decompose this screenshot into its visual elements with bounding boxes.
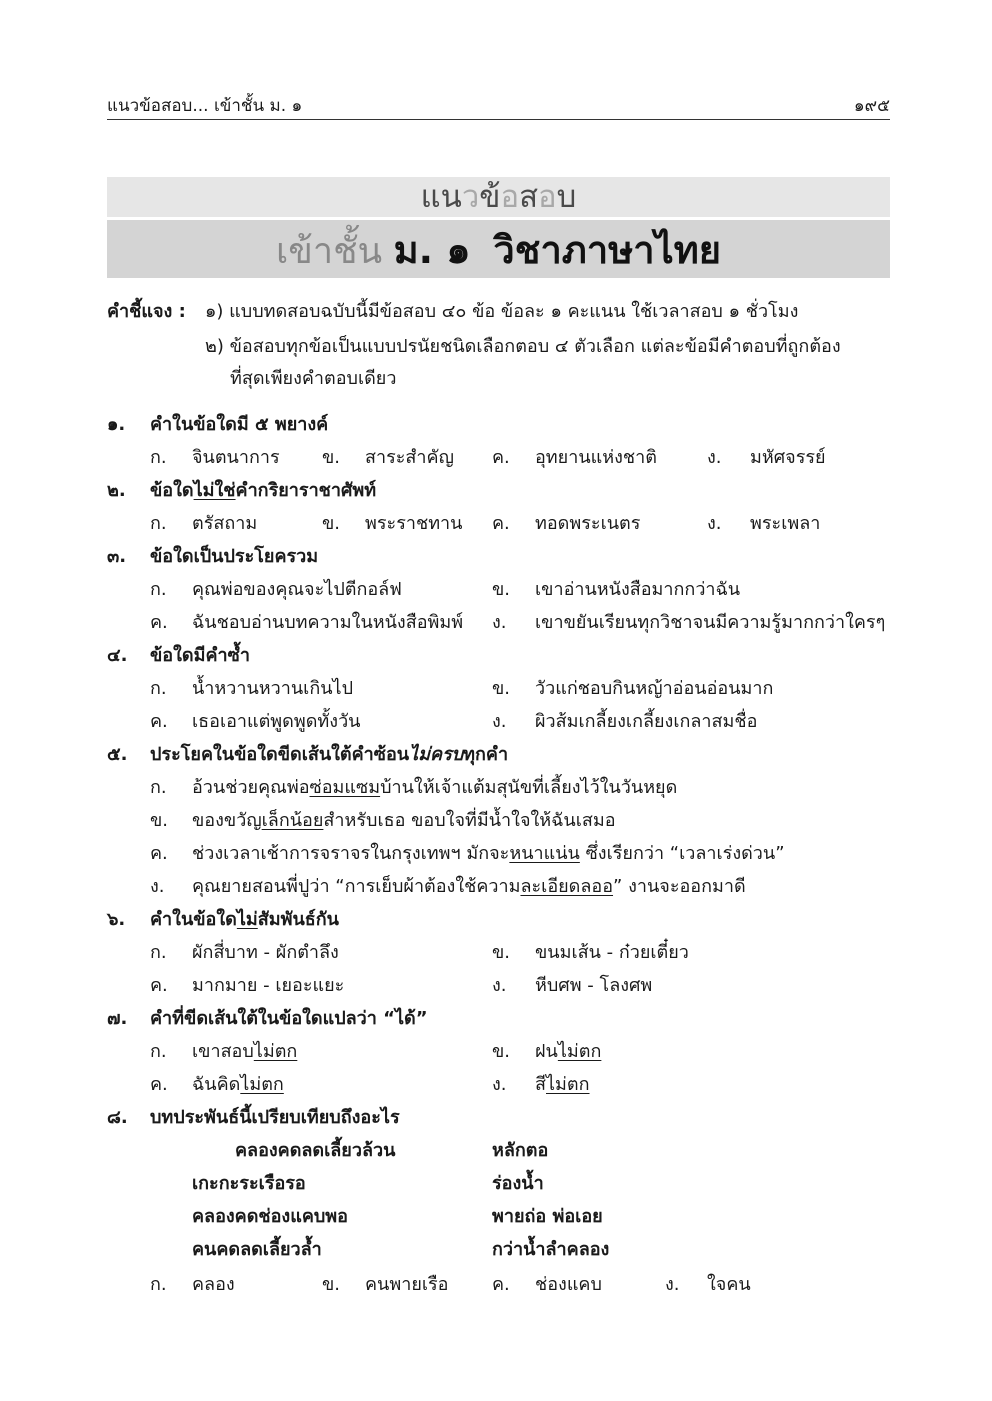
choice-text: คลอง <box>192 1274 235 1295</box>
choice-text: คุณพ่อของคุณจะไปตีกอล์ฟ <box>192 579 402 600</box>
choice-label: ก. <box>150 1274 167 1295</box>
page-number: ๑๙๕ <box>853 96 890 116</box>
question-text: บทประพันธ์นี้เปรียบเทียบถึงอะไร <box>150 1107 400 1128</box>
choice-label: ง. <box>150 876 165 897</box>
choice-label: ค. <box>150 975 168 996</box>
choice-label: ข. <box>492 1041 511 1062</box>
choice-text: ช่องแคบ <box>535 1274 602 1295</box>
choice-text: ผิวส้มเกลี้ยงเกลี้ยงเกลาสมชื่อ <box>535 711 758 732</box>
choice-label: ข. <box>322 513 341 534</box>
choice-label: ง. <box>665 1274 680 1295</box>
header-rule <box>107 119 890 120</box>
question-number: ๔. <box>107 645 128 666</box>
choice-text: ช่วงเวลาเช้าการจราจรในกรุงเทพฯ มักจะหนาแน่น ซึ่งเรียกว่า “เวลาเร่งด่วน” <box>192 843 785 864</box>
question-number: ๕. <box>107 744 128 765</box>
choice-text: ทอดพระเนตร <box>535 513 641 534</box>
running-header: แนวข้อสอบ... เข้าชั้น ม. ๑ <box>107 96 303 116</box>
banner-title-line2: เข้าชั้น ม. ๑ วิชาภาษาไทย <box>275 228 722 272</box>
choice-label: ง. <box>492 1074 507 1095</box>
choice-text: ฝนไม่ตก <box>535 1041 602 1062</box>
choice-text: ฉันชอบอ่านบทความในหนังสือพิมพ์ <box>192 612 464 633</box>
choice-text: เธอเอาแต่พูดพูดทั้งวัน <box>192 711 361 732</box>
choice-label: ง. <box>707 447 722 468</box>
choice-label: ข. <box>492 579 511 600</box>
poem-line: ร่องน้ำ <box>492 1173 544 1194</box>
choice-label: ง. <box>492 711 507 732</box>
choice-text: ขนมเส้น - ก๋วยเตี๋ยว <box>535 942 689 963</box>
poem-line: กว่าน้ำลำคลอง <box>492 1239 610 1260</box>
choice-label: ก. <box>150 777 167 798</box>
poem-line: เกะกะระเรือรอ <box>192 1173 306 1194</box>
choice-label: ค. <box>150 711 168 732</box>
choice-text: น้ำหวานหวานเกินไป <box>192 678 354 699</box>
choice-label: ค. <box>492 447 510 468</box>
choice-label: ก. <box>150 579 167 600</box>
choice-text: ตรัสถาม <box>192 513 258 534</box>
question-text: คำที่ขีดเส้นใต้ในข้อใดแปลว่า “ได้” <box>150 1008 428 1029</box>
instruction-2: ๒) ข้อสอบทุกข้อเป็นแบบปรนัยชนิดเลือกตอบ ๔ ตัวเลือก แต่ละข้อมีคำตอบที่ถูกต้อง <box>205 336 841 357</box>
choice-text: มหัศจรรย์ <box>750 447 826 468</box>
choice-label: ก. <box>150 678 167 699</box>
choice-text: มากมาย - เยอะแยะ <box>192 975 345 996</box>
choice-label: ค. <box>150 1074 168 1095</box>
choice-label: ง. <box>492 612 507 633</box>
question-number: ๒. <box>107 480 126 501</box>
choice-label: ง. <box>707 513 722 534</box>
instruction-2-cont: ที่สุดเพียงคำตอบเดียว <box>230 368 397 389</box>
choice-label: ง. <box>492 975 507 996</box>
choice-text: ใจคน <box>707 1274 751 1295</box>
question-number: ๓. <box>107 546 127 567</box>
choice-label: ข. <box>322 1274 341 1295</box>
choice-label: ค. <box>492 513 510 534</box>
poem-line: คนคดลดเลี้ยวล้ำ <box>192 1239 322 1260</box>
choice-text: วัวแก่ชอบกินหญ้าอ่อนอ่อนมาก <box>535 678 774 699</box>
choice-text: หีบศพ - โลงศพ <box>535 975 653 996</box>
choice-text: พระเพลา <box>750 513 821 534</box>
choice-label: ค. <box>492 1274 510 1295</box>
choice-label: ค. <box>150 612 168 633</box>
question-number: ๘. <box>107 1107 128 1128</box>
choice-text: คุณยายสอนพี่ปูว่า “การเย็บผ้าต้องใช้ความละเอียดลออ” งานจะออกมาดี <box>192 876 746 897</box>
question-text: ข้อใดเป็นประโยครวม <box>150 546 319 567</box>
instruction-1: ๑) แบบทดสอบฉบับนี้มีข้อสอบ ๔๐ ข้อ ข้อละ ๑ คะแนน ใช้เวลาสอบ ๑ ชั่วโมง <box>205 301 799 322</box>
choice-label: ข. <box>492 942 511 963</box>
poem-line: คลองคดช่องแคบพอ <box>192 1206 348 1227</box>
question-number: ๖. <box>107 909 126 930</box>
choice-label: ก. <box>150 447 167 468</box>
choice-label: ข. <box>150 810 169 831</box>
choice-text: สีไม่ตก <box>535 1074 590 1095</box>
choice-text: จินตนาการ <box>192 447 280 468</box>
poem-line: หลักตอ <box>492 1140 549 1161</box>
choice-label: ก. <box>150 1041 167 1062</box>
question-text: ข้อใดมีคำซ้ำ <box>150 645 250 666</box>
choice-label: ข. <box>492 678 511 699</box>
choice-text: ผักสี่บาท - ผักตำลึง <box>192 942 339 963</box>
question-text: คำในข้อใดมี ๕ พยางค์ <box>150 414 329 435</box>
choice-label: ก. <box>150 513 167 534</box>
question-text: ข้อใดไม่ใช่คำกริยาราชาศัพท์ <box>150 480 377 501</box>
choice-text: คนพายเรือ <box>365 1274 449 1295</box>
choice-text: เขาขยันเรียนทุกวิชาจนมีความรู้มากกว่าใครๆ <box>535 612 886 633</box>
choice-text: ของขวัญเล็กน้อยสำหรับเธอ ขอบใจที่มีน้ำใจให้ฉันเสมอ <box>192 810 616 831</box>
poem-line: พายถ่อ พ่อเอย <box>492 1206 603 1227</box>
choice-text: สาระสำคัญ <box>365 447 454 468</box>
choice-label: ก. <box>150 942 167 963</box>
choice-text: พระราชทาน <box>365 513 463 534</box>
poem-line: คลองคดลดเลี้ยวล้วน <box>235 1140 396 1161</box>
question-number: ๗. <box>107 1008 128 1029</box>
choice-text: อ้วนช่วยคุณพ่อซ่อมแซมบ้านให้เจ้าแต้มสุนัขที่เลี้ยงไว้ในวันหยุด <box>192 777 678 798</box>
choice-label: ค. <box>150 843 168 864</box>
question-number: ๑. <box>107 414 126 435</box>
question-text: คำในข้อใดไม่สัมพันธ์กัน <box>150 909 339 930</box>
choice-text: ฉันคิดไม่ตก <box>192 1074 284 1095</box>
banner-title-line1: แนวข้อสอบ <box>420 179 577 215</box>
choice-label: ข. <box>322 447 341 468</box>
choice-text: เขาอ่านหนังสือมากกว่าฉัน <box>535 579 741 600</box>
choice-text: เขาสอบไม่ตก <box>192 1041 298 1062</box>
instructions-label: คำชี้แจง : <box>107 301 186 322</box>
question-text: ประโยคในข้อใดขีดเส้นใต้คำซ้อนไม่ครบทุกคำ <box>150 744 509 765</box>
choice-text: อุทยานแห่งชาติ <box>535 447 657 468</box>
